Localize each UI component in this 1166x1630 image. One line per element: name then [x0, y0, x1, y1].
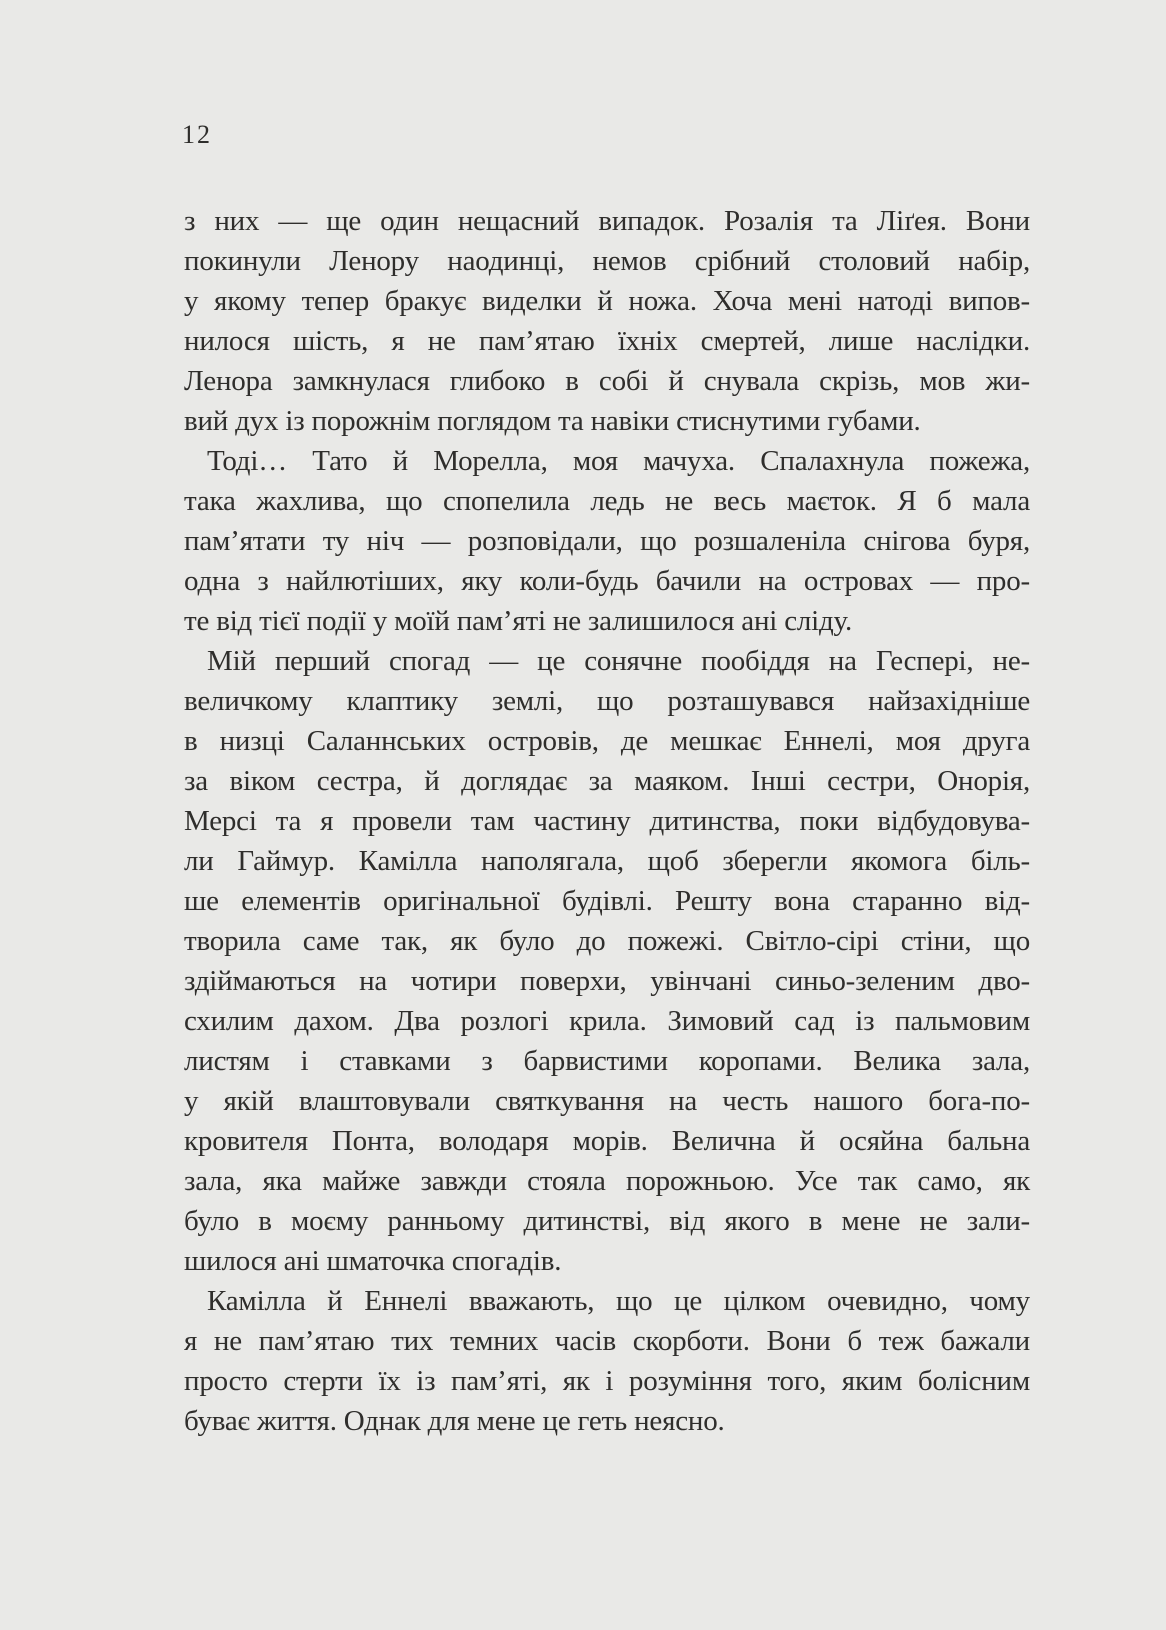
text-line: у якій влаштовували святкування на честь нашого бога-по-: [184, 1085, 1030, 1117]
paragraph: [184, 201, 1030, 441]
text-line: покинули Ленору наодинці, немов срібний столовий набір,: [184, 245, 1030, 277]
text-line: у якому тепер бракує виделки й ножа. Хоча мені натоді випов-: [184, 285, 1030, 317]
text-line: я не пам’ятаю тих темних часів скорботи. Вони б теж бажали: [184, 1325, 1030, 1357]
text-line: ли Гаймур. Камілла наполягала, щоб зберегли якомога біль-: [184, 845, 1030, 877]
text-line: схилим дахом. Два розлогі крила. Зимовий сад із пальмовим: [184, 1005, 1030, 1037]
text-line: буває життя. Однак для мене це геть неясно.: [184, 1405, 725, 1437]
text-line: в низці Саланнських островів, де мешкає Еннелі, моя друга: [184, 725, 1030, 757]
text-line: Мерсі та я провели там частину дитинства, поки відбудовува-: [184, 805, 1030, 837]
text-line: зала, яка майже завжди стояла порожньою. Усе так само, як: [184, 1165, 1030, 1197]
text-line: за віком сестра, й доглядає за маяком. Інші сестри, Онорія,: [184, 765, 1030, 797]
text-line: ше елементів оригінальної будівлі. Решту вона старанно від-: [184, 885, 1030, 917]
text-line: Ленора замкнулася глибоко в собі й снувала скрізь, мов жи-: [184, 365, 1030, 397]
text-line: вий дух із порожнім поглядом та навіки стиснутими губами.: [184, 405, 921, 437]
text-line: те від тієї події у моїй пам’яті не залишилося ані сліду.: [184, 605, 853, 637]
paragraph: [184, 641, 1030, 1281]
text-line: шилося ані шматочка спогадів.: [184, 1245, 562, 1277]
text-line: листям і ставками з барвистими коропами. Велика зала,: [184, 1045, 1030, 1077]
text-line: Мій перший спогад — це сонячне пообіддя на Геспері, не-: [207, 645, 1030, 677]
text-line: величкому клаптику землі, що розташувався найзахідніше: [184, 685, 1030, 717]
text-line: Тоді… Тато й Морелла, моя мачуха. Спалахнула пожежа,: [207, 445, 1030, 477]
text-line: пам’ятати ту ніч — розповідали, що розшаленіла снігова буря,: [184, 525, 1030, 557]
text-line: одна з найлютіших, яку коли-будь бачили на островах — про-: [184, 565, 1030, 597]
text-line: кровителя Понта, володаря морів. Велична й осяйна бальна: [184, 1125, 1030, 1157]
page-number: 12: [182, 120, 212, 149]
page-text: [184, 201, 1030, 1441]
text-line: така жахлива, що спопелила ледь не весь маєток. Я б мала: [184, 485, 1030, 517]
paragraph: [184, 1281, 1030, 1441]
text-line: було в моєму ранньому дитинстві, від якого в мене не зали-: [184, 1205, 1030, 1237]
text-line: Камілла й Еннелі вважають, що це цілком очевидно, чому: [207, 1285, 1030, 1317]
text-line: просто стерти їх із пам’яті, як і розуміння того, яким болісним: [184, 1365, 1030, 1397]
paragraph: [184, 441, 1030, 641]
text-line: творила саме так, як було до пожежі. Світло-сірі стіни, що: [184, 925, 1030, 957]
text-line: здіймаються на чотири поверхи, увінчані синьо-зеленим дво-: [184, 965, 1030, 997]
text-line: нилося шість, я не пам’ятаю їхніх смертей, лише наслідки.: [184, 325, 1030, 357]
text-line: з них — ще один нещасний випадок. Розалія та Ліґея. Вони: [184, 205, 1030, 237]
